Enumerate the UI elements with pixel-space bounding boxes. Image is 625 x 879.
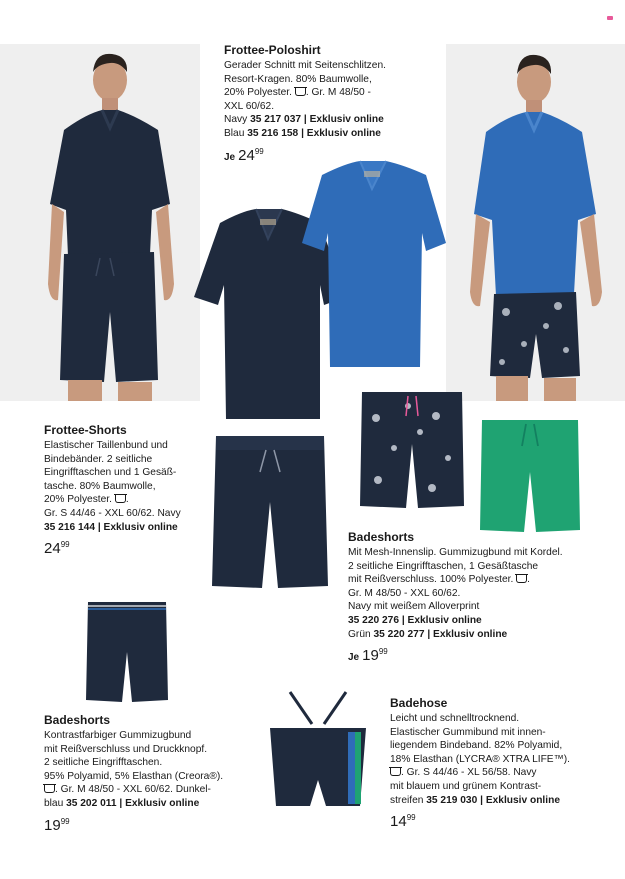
frottee-shorts-desc-4: tasche. 80% Baumwolle,: [44, 480, 156, 492]
article-note: Exklusiv online: [485, 794, 560, 806]
badeshorts-print-desc-3-text: mit Reißverschluss. 100% Polyester.: [348, 574, 514, 586]
badeshorts-navy-desc-3: 2 seitliche Eingrifftaschen.: [44, 757, 163, 769]
price-prefix: Je: [224, 151, 236, 163]
frottee-shorts-desc-3: Eingrifftaschen und 1 Gesäß-: [44, 467, 177, 479]
poloshirt-desc-2: Resort-Kragen. 80% Baumwolle,: [224, 73, 372, 85]
badeshorts-navy-title: Badeshorts: [44, 713, 111, 727]
navy-frottee-shorts-product-image: [210, 432, 330, 590]
badehose-desc-3: liegendem Bindeband. 82% Polyamid,: [390, 740, 563, 752]
badeshorts-print-desc-1: Mit Mesh-Innenslip. Gummizugbund mit Kordel.: [348, 547, 563, 558]
navy-badeshorts-product-image: [84, 600, 170, 704]
price-cents: 99: [378, 647, 388, 657]
badeshorts-navy-desc-5: [44, 783, 223, 797]
badeshorts-print-title: Badeshorts: [348, 530, 415, 544]
article-note: Exklusiv online: [125, 797, 200, 809]
frottee-shorts-info: [44, 423, 181, 558]
badehose-desc-2: Elastischer Gummibund mit innen-: [390, 726, 546, 738]
badeshorts-navy-desc-4: 95% Polyamid, 5% Elasthan (Creora®).: [44, 770, 224, 782]
poloshirt-desc-3-text: 20% Polyester.: [224, 87, 292, 99]
article-number: 35 202 011: [66, 797, 117, 809]
badehose-info: [390, 696, 570, 831]
poloshirt-article-blau: Blau 35 216 158 | Exklusiv online: [224, 127, 381, 139]
badehose-desc-5-text: . Gr. S 44/46 - XL 56/58. Navy: [401, 767, 537, 779]
badehose-product-image: [262, 688, 374, 808]
badeshorts-print-price: [348, 643, 563, 667]
blue-polo-product-image: [300, 155, 448, 373]
price-main: 24: [44, 540, 61, 558]
article-number: 35 220 276: [348, 614, 399, 626]
badeshorts-navy-price: [44, 813, 223, 835]
frottee-shorts-desc-5-text: 20% Polyester.: [44, 494, 112, 506]
poloshirt-price: [224, 143, 386, 167]
badeshorts-navy-article: blau 35 202 011 | Exklusiv online: [44, 797, 200, 809]
badehose-article: streifen 35 219 030 | Exklusiv online: [390, 794, 560, 806]
badehose-desc-5: [390, 766, 570, 780]
badehose-desc-1: Leicht und schnelltrocknend.: [390, 713, 520, 724]
badeshorts-print-desc-5: Navy mit weißem Alloverprint: [348, 601, 480, 613]
price-cents: 99: [60, 816, 70, 826]
badeshorts-navy-desc-2: mit Reißverschluss und Druckknopf.: [44, 743, 208, 755]
frottee-shorts-article: 35 216 144 | Exklusiv online: [44, 521, 178, 533]
article-prefix: streifen: [390, 794, 424, 806]
price-main: 24: [238, 146, 255, 164]
price-main: 19: [362, 647, 379, 665]
badeshorts-navy-info: [44, 713, 223, 835]
article-number: 35 219 030: [426, 794, 478, 806]
price-cents: 99: [60, 540, 70, 550]
badeshorts-navy-desc-5-text: . Gr. M 48/50 - XXL 60/62. Dunkel-: [55, 784, 211, 796]
model-photo-blue-set: [446, 44, 625, 401]
poloshirt-article-navy: Navy 35 217 037 | Exklusiv online: [224, 114, 384, 126]
price-main: 14: [390, 813, 407, 831]
frottee-shorts-title: Frottee-Shorts: [44, 423, 127, 437]
article-note: Exklusiv online: [407, 614, 482, 626]
price-cents: 99: [406, 813, 416, 823]
wash-30-icon: [390, 768, 401, 776]
badeshorts-print-desc-4: Gr. M 48/50 - XXL 60/62.: [348, 587, 461, 599]
badeshorts-print-article-2: Grün 35 220 277 | Exklusiv online: [348, 628, 508, 640]
article-color: Blau: [224, 127, 245, 139]
badeshorts-print-info: [348, 530, 563, 667]
frottee-shorts-desc-6: Gr. S 44/46 - XXL 60/62. Navy: [44, 507, 181, 519]
badeshorts-print-article-1: 35 220 276 | Exklusiv online: [348, 614, 482, 626]
badeshorts-navy-desc-1: Kontrastfarbiger Gummizugbund: [44, 730, 192, 741]
badehose-price: [390, 809, 570, 831]
article-color: Grün: [348, 628, 371, 640]
badeshorts-print-desc-3: mit Reißverschluss. 100% Polyester. .: [348, 574, 531, 586]
poloshirt-size: Gr. M 48/50 -: [311, 87, 371, 99]
article-number: 35 220 277: [373, 628, 425, 640]
badehose-desc-6: mit blauem und grünem Kontrast-: [390, 780, 542, 792]
price-main: 19: [44, 816, 61, 834]
print-badeshorts-product-image: [358, 388, 466, 512]
page-corner-mark: [607, 16, 613, 20]
model-navy-illustration: [0, 44, 200, 401]
green-badeshorts-product-image: [478, 416, 582, 534]
article-note: Exklusiv online: [309, 114, 384, 126]
wash-30-icon: [115, 495, 126, 503]
poloshirt-desc-1: Gerader Schnitt mit Seitenschlitzen.: [224, 60, 386, 71]
article-prefix: blau: [44, 797, 64, 809]
poloshirt-desc-3: 20% Polyester. . Gr. M 48/50 -: [224, 87, 371, 99]
price-prefix: Je: [348, 652, 360, 664]
poloshirt-desc-5: XXL 60/62.: [224, 100, 275, 112]
badeshorts-print-desc-2: 2 seitliche Eingrifftaschen, 1 Gesäßtasche: [348, 560, 539, 572]
poloshirt-info: [224, 43, 386, 167]
badehose-desc-4: 18% Elasthan (LYCRA® XTRA LIFE™).: [390, 753, 571, 765]
wash-30-icon: [516, 575, 527, 583]
article-note: Exklusiv online: [103, 521, 178, 533]
price-cents: 99: [254, 146, 264, 156]
article-note: Exklusiv online: [306, 127, 381, 139]
frottee-shorts-desc-5: 20% Polyester. .: [44, 494, 129, 506]
model-blue-illustration: [446, 44, 625, 401]
article-number: 35 216 144: [44, 521, 95, 533]
article-note: Exklusiv online: [433, 628, 508, 640]
badehose-title: Badehose: [390, 696, 448, 710]
article-color: Navy: [224, 114, 248, 126]
poloshirt-title: Frottee-Poloshirt: [224, 43, 321, 57]
frottee-shorts-price: [44, 536, 181, 558]
frottee-shorts-desc-2: Bindebänder. 2 seitliche: [44, 453, 153, 465]
model-photo-navy-set: [0, 44, 200, 401]
frottee-shorts-desc-1: Elastischer Taillenbund und: [44, 440, 168, 451]
wash-30-icon: [295, 88, 306, 96]
wash-30-icon: [44, 785, 55, 793]
article-number: 35 217 037: [250, 114, 302, 126]
article-number: 35 216 158: [247, 127, 299, 139]
